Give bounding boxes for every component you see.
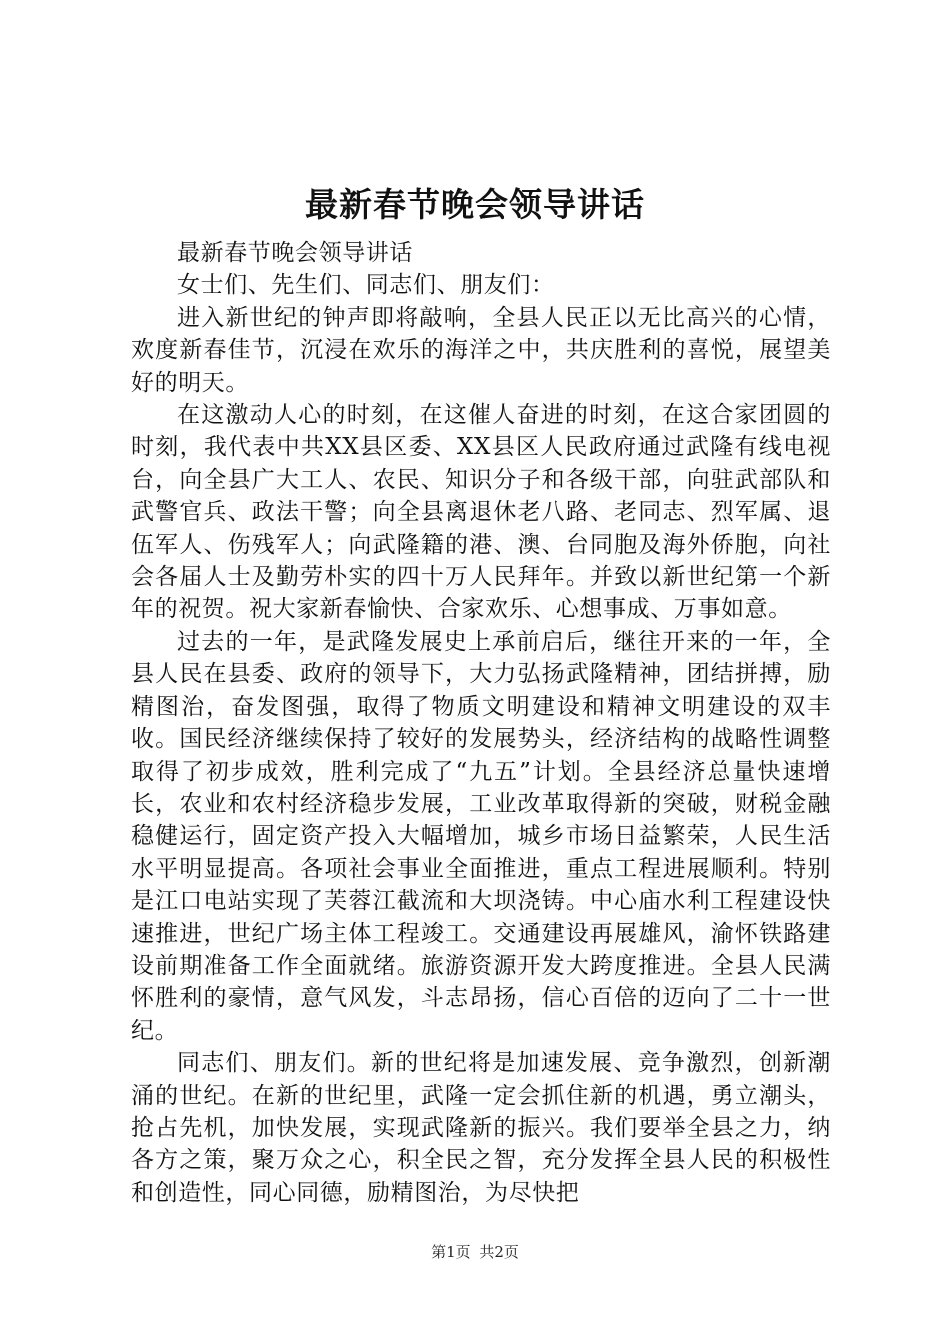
paragraph: 在这激动人心的时刻，在这催人奋进的时刻，在这合家团圆的时刻，我代表中共XX县区委、XX县区人民政府通过武隆有线电视台，向全县广大工人、农民、知识分子和各级干部，向驻武部队和武警官兵、政法干警；向全县离退休老八路、老同志、烈军属、退伍军人、伤残军人；向武隆籍的港、澳、台同胞及海外侨胞，向社会各届人士及勤劳朴实的四十万人民拜年。并致以新世纪第一个新年的祝贺。祝大家新春愉快、合家欢乐、心想事成、万事如意。: [131, 402, 831, 623]
page-number: 第1页: [431, 1243, 471, 1261]
paragraph: 过去的一年，是武隆发展史上承前启后，继往开来的一年，全县人民在县委、政府的领导下，大力弘扬武隆精神，团结拼搏，励精图治，奋发图强，取得了物质文明建设和精神文明建设的双丰收。国民经济继续保持了较好的发展势头，经济结构的战略性调整取得了初步成效，胜利完成了“九五”计划。全县经济总量快速增长，农业和农村经济稳步发展，工业改革取得新的突破，财税金融稳健运行，固定资产投入大幅增加，城乡市场日益繁荣，人民生活水平明显提高。各项社会事业全面推进，重点工程进展顺利。特别是江口电站实现了芙蓉江截流和大坝浇铸。中心庙水利工程建设快速推进，世纪广场主体工程竣工。交通建设再展雄风，渝怀铁路建设前期准备工作全面就绪。旅游资源开发大跨度推进。全县人民满怀胜利的豪情，意气风发，斗志昂扬，信心百倍的迈向了二十一世纪。: [131, 628, 831, 1044]
page-footer: [0, 1241, 950, 1263]
paragraph: 进入新世纪的钟声即将敲响，全县人民正以无比高兴的心情，欢度新春佳节，沉浸在欢乐的海洋之中，共庆胜利的喜悦，展望美好的明天。: [131, 304, 831, 396]
page-total: 共2页: [479, 1243, 519, 1261]
document-body: [131, 237, 831, 1209]
paragraph-heading: 最新春节晚会领导讲话: [177, 240, 413, 266]
paragraph: 同志们、朋友们。新的世纪将是加速发展、竞争激烈，创新潮涌的世纪。在新的世纪里，武隆一定会抓住新的机遇，勇立潮头，抢占先机，加快发展，实现武隆新的振兴。我们要举全县之力，纳各方之策，聚万众之心，积全民之智，充分发挥全县人民的积极性和创造性，同心同德，励精图治，为尽快把: [131, 1050, 831, 1206]
paragraph-salutation: 女士们、先生们、同志们、朋友们：: [177, 272, 555, 299]
document-title: 最新春节晚会领导讲话: [305, 185, 645, 224]
